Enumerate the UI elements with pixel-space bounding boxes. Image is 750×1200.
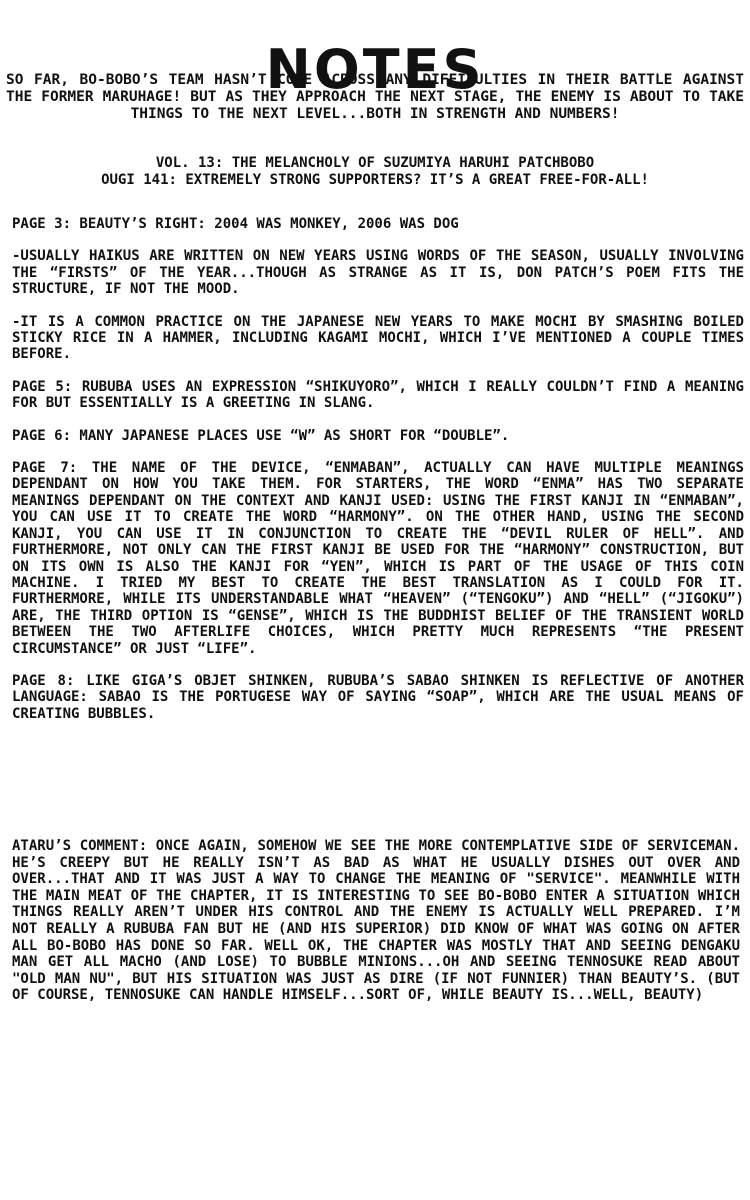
note-item: PAGE 8: LIKE GIGA’S OBJET SHINKEN, RUBUBA’S SABAO SHINKEN IS REFLECTIVE OF ANOTHER LANGUAGE: SABAO IS THE PORTUGESE WAY OF SAYING “SOAP”, WHICH ARE THE USUAL MEANS OF CREATING BUBBLES. xyxy=(12,672,744,722)
note-item: PAGE 3: BEAUTY’S RIGHT: 2004 WAS MONKEY, 2006 WAS DOG xyxy=(12,216,459,232)
volume-heading xyxy=(0,155,750,189)
volume-title: VOL. 13: THE MELANCHOLY OF SUZUMIYA HARUHI PATCHBOBO xyxy=(155,155,595,171)
note-item: PAGE 6: MANY JAPANESE PLACES USE “W” AS SHORT FOR “DOUBLE”. xyxy=(12,427,510,444)
translator-comment: ATARU’S COMMENT: ONCE AGAIN, SOMEHOW WE SEE THE MORE CONTEMPLATIVE SIDE OF SERVICEMAN. HE’S CREEPY BUT HE REALLY ISN’T AS BAD AS WHAT HE USUALLY DISHES OUT OVER AND OVER...THAT AND IT WAS JUST A WAY TO CHANGE THE MEANING OF "SERVICE". MEANWHILE WITH THE MAIN MEAT OF THE CHAPTER, IT IS INTERESTING TO SEE BO-BOBO ENTER A SITUATION WHICH THINGS REALLY AREN’T UNDER HIS CONTROL AND THE ENEMY IS ACTUALLY WELL PREPARED. I’M NOT REALLY A RUBUBA FAN BUT HE (AND HIS SUPERIOR) DID KNOW OF WHAT WAS GOING ON AFTER ALL BO-BOBO HAS DONE SO FAR. WELL OK, THE CHAPTER WAS MOSTLY THAT AND SEEING DENGAKU MAN GET ALL MACHO (AND LOSE) TO BUBBLE MINIONS...OH AND SEEING TENNOSUKE READ ABOUT "OLD MAN NU", BUT HIS SITUATION WAS JUST AS DIRE (IF NOT FUNNIER) THAN BEAUTY’S. (BUT OF COURSE, TENNOSUKE CAN HANDLE HIMSELF...SORT OF, WHILE BEAUTY IS...WELL, BEAUTY) xyxy=(12,838,740,1004)
page-title: NOTES xyxy=(265,38,485,102)
translation-notes xyxy=(12,216,744,738)
note-item: PAGE 7: THE NAME OF THE DEVICE, “ENMABAN”, ACTUALLY CAN HAVE MULTIPLE MEANINGS DEPENDANT ON HOW YOU TAKE THEM. FOR STARTERS, THE WORD “ENMA” HAS TWO SEPARATE MEANINGS DEPENDANT ON THE CONTEXT AND KANJI USED: USING THE FIRST KANJI IN “ENMABAN”, YOU CAN USE IT TO CREATE THE WORD “HARMONY”. ON THE OTHER HAND, USING THE SECOND KANJI, YOU CAN USE IT IN CONJUNCTION TO CREATE THE “DEVIL RULER OF HELL”. AND FURTHERMORE, NOT ONLY CAN THE FIRST KANJI BE USED FOR THE “HARMONY” CONSTRUCTION, BUT ON ITS OWN IS ALSO THE KANJI FOR “YEN”, WHICH IS PART OF THE USAGE OF THIS COIN MACHINE. I TRIED MY BEST TO CREATE THE BEST TRANSLATION AS I COULD FOR IT. FURTHERMORE, WHILE ITS UNDERSTANDABLE WHAT “HEAVEN” (“TENGOKU”) AND “HELL” (“JIGOKU”) ARE, THE THIRD OPTION IS “GENSE”, WHICH IS THE BUDDHIST BELIEF OF THE TRANSIENT WORLD BETWEEN THE TWO AFTERLIFE CHOICES, WHICH PRETTY MUCH REPRESENTS “THE PRESENT CIRCUMSTANCE” OR JUST “LIFE”. xyxy=(12,460,744,657)
chapter-title: OUGI 141: EXTREMELY STRONG SUPPORTERS? IT’S A GREAT FREE-FOR-ALL! xyxy=(101,172,649,188)
note-item: -USUALLY HAIKUS ARE WRITTEN ON NEW YEARS USING WORDS OF THE SEASON, USUALLY INVOLVING THE “FIRSTS” OF THE YEAR...THOUGH AS STRANGE AS IT IS, DON PATCH’S POEM FITS THE STRUCTURE, IF NOT THE MOOD. xyxy=(12,248,744,298)
note-item: -IT IS A COMMON PRACTICE ON THE JAPANESE NEW YEARS TO MAKE MOCHI BY SMASHING BOILED STICKY RICE IN A HAMMER, INCLUDING KAGAMI MOCHI, WHICH I’VE MENTIONED A COUPLE TIMES BEFORE. xyxy=(12,313,744,363)
intro-paragraph: SO FAR, BO-BOBO’S TEAM HASN’T COME ACROSS ANY DIFFICULTIES IN THEIR BATTLE AGAINST THE FORMER MARUHAGE! BUT AS THEY APPROACH THE NEXT STAGE, THE ENEMY IS ABOUT TO TAKE THINGS TO THE NEXT LEVEL...BOTH IN STRENGTH AND NUMBERS! xyxy=(6,72,744,122)
note-item: PAGE 5: RUBUBA USES AN EXPRESSION “SHIKUYORO”, WHICH I REALLY COULDN’T FIND A MEANING FOR BUT ESSENTIALLY IS A GREETING IN SLANG. xyxy=(12,378,744,412)
